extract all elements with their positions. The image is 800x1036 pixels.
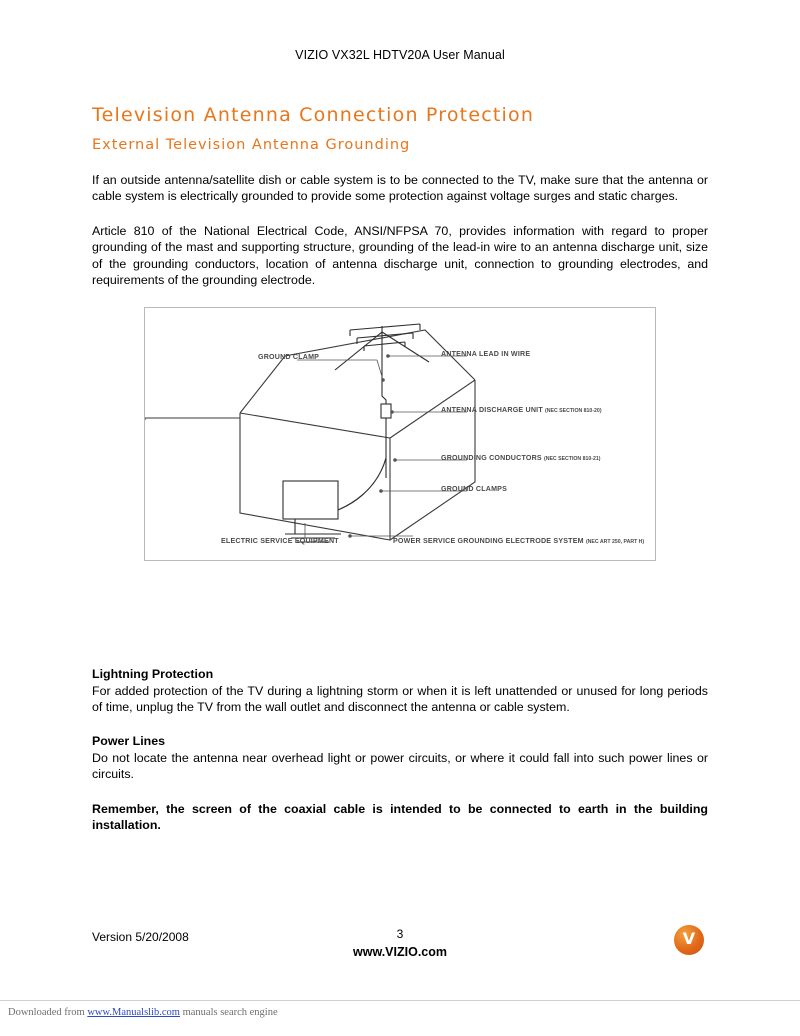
footer-page-number: 3 (396, 927, 404, 941)
figure-label-power-service-grounding-ref: (NEC ART 250, PART H) (585, 538, 645, 545)
figure-label-ground-clamp: GROUND CLAMP (258, 352, 320, 361)
figure-label-ground-clamps: GROUND CLAMPS (441, 484, 508, 493)
figure-label-electric-service-equipment: ELECTRIC SERVICE EQUIPMENT (221, 536, 339, 545)
footer-website: www.VIZIO.com (353, 945, 447, 959)
footer-version: Version 5/20/2008 (92, 930, 189, 944)
section-lightning-protection-heading: Lightning Protection (92, 666, 214, 681)
downloaded-from-bar (0, 1000, 800, 1018)
page-content (92, 105, 708, 834)
figure-spacer (92, 571, 708, 667)
section-lightning-protection-text: For added protection of the TV during a lightning storm or when it is left unattended or unused for long periods of time, unplug the TV from the wall outlet and disconnect the antenna or cable system. (92, 683, 708, 715)
downloaded-suffix: manuals search engine (179, 1007, 278, 1018)
section-power-lines-text: Do not locate the antenna near overhead light or power circuits, or where it could fall into such power lines or circuits. (92, 750, 708, 782)
page-title: Television Antenna Connection Protection (92, 104, 535, 126)
manualslib-link[interactable]: www.Manualslib.com (87, 1007, 180, 1018)
vizio-logo-letter: V (682, 929, 696, 948)
page-footer (0, 925, 800, 985)
downloaded-prefix: Downloaded from (8, 1007, 88, 1018)
figure-frame (144, 307, 656, 561)
section-lightning-protection (92, 667, 708, 716)
figure-label-power-service-grounding: POWER SERVICE GROUNDING ELECTRODE SYSTEM (NEC ART 250, PART H) (393, 536, 645, 545)
figure-label-grounding-conductors: GROUNDING CONDUCTORS (NEC SECTION 810-21) (441, 453, 601, 462)
running-header: VIZIO VX32L HDTV20A User Manual (295, 48, 505, 62)
intro-paragraph-1: If an outside antenna/satellite dish or cable system is to be connected to the TV, make sure that the antenna or cable system is electrically grounded to provide some protection against voltage surges and static charges. (92, 172, 708, 204)
downloaded-from-text (0, 1007, 800, 1018)
antenna-grounding-figure (92, 307, 708, 561)
vizio-logo-icon (674, 925, 704, 955)
figure-label-antenna-discharge-unit: ANTENNA DISCHARGE UNIT (NEC SECTION 810-20) (441, 405, 602, 414)
section-subtitle: External Television Antenna Grounding (92, 136, 411, 153)
figure-label-antenna-lead-in-wire: ANTENNA LEAD IN WIRE (441, 349, 531, 358)
figure-illustration (145, 308, 655, 560)
figure-label-antenna-discharge-unit-ref: (NEC SECTION 810-20) (545, 407, 602, 414)
section-power-lines-heading: Power Lines (92, 733, 165, 748)
closing-note: Remember, the screen of the coaxial cable is intended to be connected to earth in the building installation. (92, 801, 708, 833)
figure-label-grounding-conductors-ref: (NEC SECTION 810-21) (544, 455, 601, 462)
section-power-lines (92, 734, 708, 783)
intro-paragraph-2: Article 810 of the National Electrical Code, ANSI/NFPSA 70, provides information with regard to proper grounding of the mast and supporting structure, grounding of the lead-in wire to an antenna discharge unit, size of the grounding conductors, location of antenna discharge unit, connection to grounding electrodes, and requirements of the grounding electrode. (92, 223, 708, 288)
